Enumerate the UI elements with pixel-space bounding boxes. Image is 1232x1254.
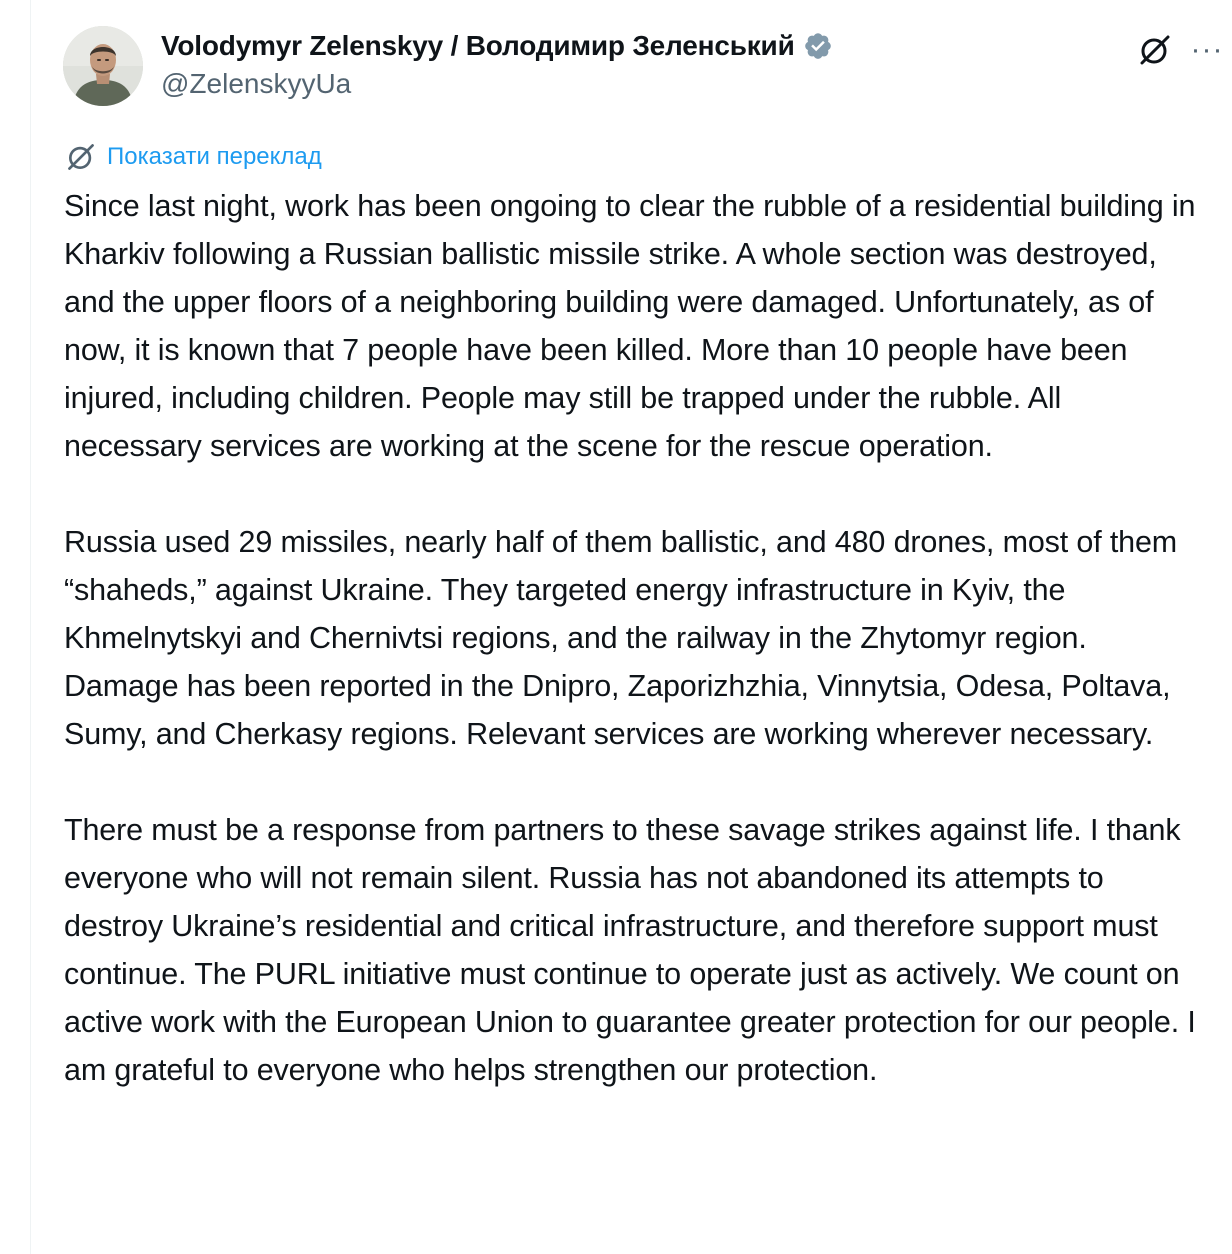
name-row: [161, 28, 833, 64]
grok-icon: [1137, 32, 1173, 68]
tweet-text: [64, 182, 1204, 1094]
tweet-paragraph: There must be a response from partners to these savage strikes against life. I thank everyone who will not remain silent. Russia has not abandoned its attempts to destroy Ukraine’s residential and critical infrastructure, and therefore support must continue. The PURL initiative must continue to operate just as actively. We count on active work with the European Union to guarantee greater protection for our people. I am grateful to everyone who helps strengthen our protection.: [64, 813, 1196, 1087]
grok-button[interactable]: [1135, 30, 1175, 70]
avatar[interactable]: [63, 26, 143, 106]
show-translation-button[interactable]: [65, 140, 322, 174]
more-icon: ···: [1190, 33, 1224, 66]
tweet-header: [63, 26, 1224, 106]
grok-icon: [65, 141, 97, 173]
tweet: [30, 0, 1232, 1254]
more-button[interactable]: [1187, 30, 1227, 70]
show-translation-label: Показати переклад: [107, 143, 322, 170]
handle[interactable]: @ZelenskyyUa: [161, 68, 352, 99]
profile-photo-icon: [63, 26, 143, 106]
verified-badge-icon[interactable]: [803, 31, 833, 61]
tweet-paragraph: Since last night, work has been ongoing to clear the rubble of a residential building in Kharkiv following a Russian ballistic missile strike. A whole section was destroyed, and the upper floors of a neighboring building were damaged. Unfortunately, as of now, it is known that 7 people have been killed. More than 10 people have been injured, including children. People may still be trapped under the rubble. All necessary services are working at the scene for the rescue operation.: [64, 189, 1196, 463]
tweet-paragraph: Russia used 29 missiles, nearly half of them ballistic, and 480 drones, most of them “shaheds,” against Ukraine. They targeted energy infrastructure in Kyiv, the Khmelnytskyi and Chernivtsi regions, and the railway in the Zhytomyr region. Damage has been reported in the Dnipro, Zaporizhzhia, Vinnytsia, Odesa, Poltava, Sumy, and Cherkasy regions. Relevant services are working wherever necessary.: [64, 525, 1178, 751]
display-name[interactable]: Volodymyr Zelenskyy / Володимир Зеленський: [161, 30, 795, 61]
